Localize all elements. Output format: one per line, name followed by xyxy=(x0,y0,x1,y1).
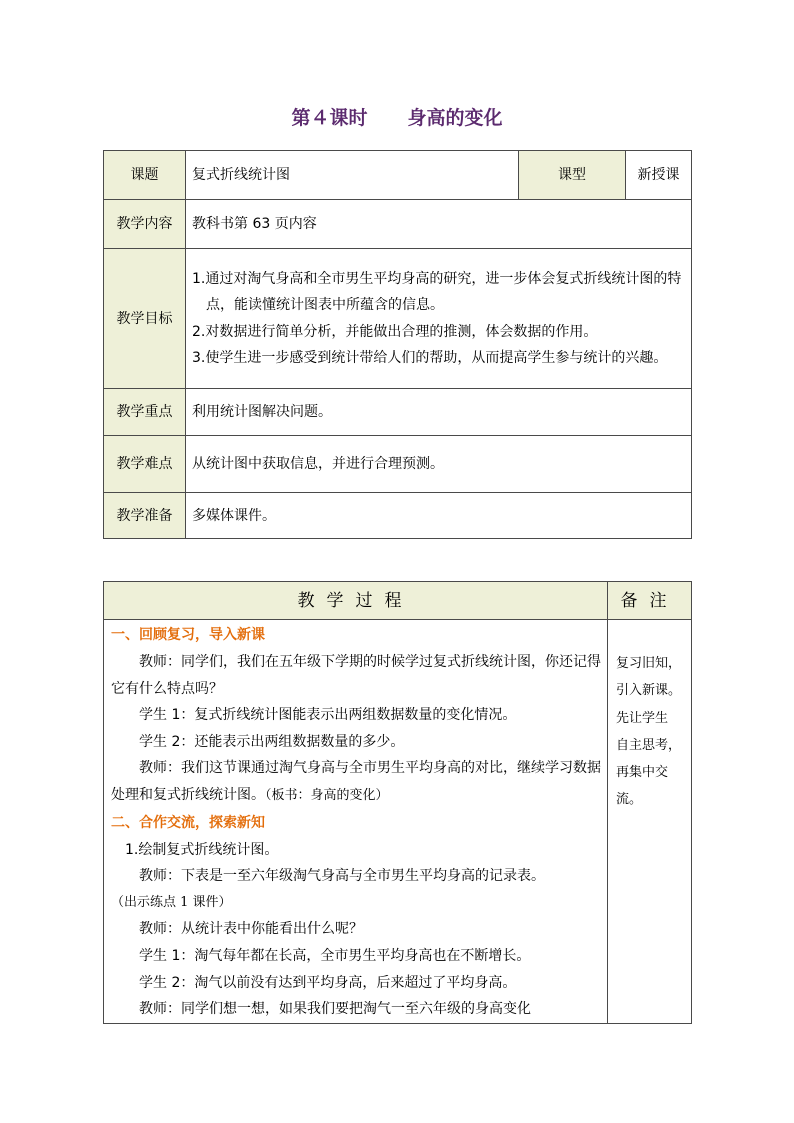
process-header-row xyxy=(104,582,692,620)
paragraph: 教师：同学们想一想，如果我们要把淘气一至六年级的身高变化 xyxy=(139,1001,531,1018)
process-body-row xyxy=(104,620,692,1024)
paragraph xyxy=(111,755,602,809)
blackboard-note: （板书：身高的变化） xyxy=(265,787,389,803)
key-value: 利用统计图解决问题。 xyxy=(186,389,692,436)
goals-label: 教学目标 xyxy=(104,249,186,389)
goal-1: 1.通过对淘气身高和全市男生平均身高的研究，进一步体会复式折线统计图的特点，能读懂统计图表中所蕴含的信息。 xyxy=(192,270,682,313)
note-line: 引入新课。 xyxy=(616,683,682,699)
note-line: 复习旧知， xyxy=(616,656,682,671)
type-label: 课型 xyxy=(519,151,626,200)
notes-content xyxy=(608,620,692,1024)
content-row xyxy=(104,200,692,249)
note-line: 再集中交 xyxy=(616,765,669,781)
note-line: 自主思考， xyxy=(616,737,682,753)
type-value: 新授课 xyxy=(626,151,692,200)
key-row xyxy=(104,389,692,436)
lesson-info-table xyxy=(103,150,692,539)
paragraph: 教师：下表是一至六年级淘气身高与全市男生平均身高的记录表。 xyxy=(139,868,545,885)
paragraph: 教师：同学们，我们在五年级下学期的时候学过复式折线统计图，你还记得它有什么特点吗？ xyxy=(111,654,601,697)
paragraph-text: 教师：我们这节课通过淘气身高与全市男生平均身高的对比，继续学习数据处理和复式折线统计图。 xyxy=(111,760,601,803)
note-line: 先让学生 xyxy=(616,710,669,726)
paragraph: 教师：从统计表中你能看出什么呢？ xyxy=(139,921,363,938)
notes-header: 备注 xyxy=(608,582,692,620)
difficulty-row xyxy=(104,436,692,493)
key-label: 教学重点 xyxy=(104,389,186,436)
teaching-process-table xyxy=(103,581,692,1024)
topic-label: 课题 xyxy=(104,151,186,200)
goal-2: 2.对数据进行简单分析，并能做出合理的推测，体会数据的作用。 xyxy=(192,323,598,340)
lesson-number: 第４课时 xyxy=(291,107,368,129)
lesson-topic: 身高的变化 xyxy=(407,107,503,129)
process-header: 教学过程 xyxy=(104,582,608,620)
difficulty-value: 从统计图中获取信息，并进行合理预测。 xyxy=(186,436,692,493)
page-title xyxy=(0,104,794,132)
content-value: 教科书第 63 页内容 xyxy=(186,200,692,249)
section-heading-2: 二、合作交流，探索新知 xyxy=(111,814,265,831)
paragraph: 学生 2：淘气以前没有达到平均身高，后来超过了平均身高。 xyxy=(139,974,517,991)
prep-row xyxy=(104,493,692,539)
note-line: 流。 xyxy=(616,792,643,808)
goals-value xyxy=(186,249,692,389)
goals-row xyxy=(104,249,692,389)
prep-value: 多媒体课件。 xyxy=(186,493,692,539)
difficulty-label: 教学难点 xyxy=(104,436,186,493)
paragraph: 学生 1：复式折线统计图能表示出两组数据数量的变化情况。 xyxy=(139,707,517,724)
paragraph: 学生 1：淘气每年都在长高，全市男生平均身高也在不断增长。 xyxy=(139,947,531,964)
topic-row xyxy=(104,151,692,200)
subheading: 1.绘制复式折线统计图。 xyxy=(125,841,279,858)
process-content xyxy=(104,620,608,1024)
paragraph: 学生 2：还能表示出两组数据数量的多少。 xyxy=(139,733,405,750)
prep-label: 教学准备 xyxy=(104,493,186,539)
goal-3: 3.使学生进一步感受到统计带给人们的帮助，从而提高学生参与统计的兴趣。 xyxy=(192,350,668,366)
topic-value: 复式折线统计图 xyxy=(186,151,519,200)
section-heading-1: 一、回顾复习，导入新课 xyxy=(111,627,265,643)
courseware-note: （出示练点 1 课件） xyxy=(111,894,232,910)
content-label: 教学内容 xyxy=(104,200,186,249)
